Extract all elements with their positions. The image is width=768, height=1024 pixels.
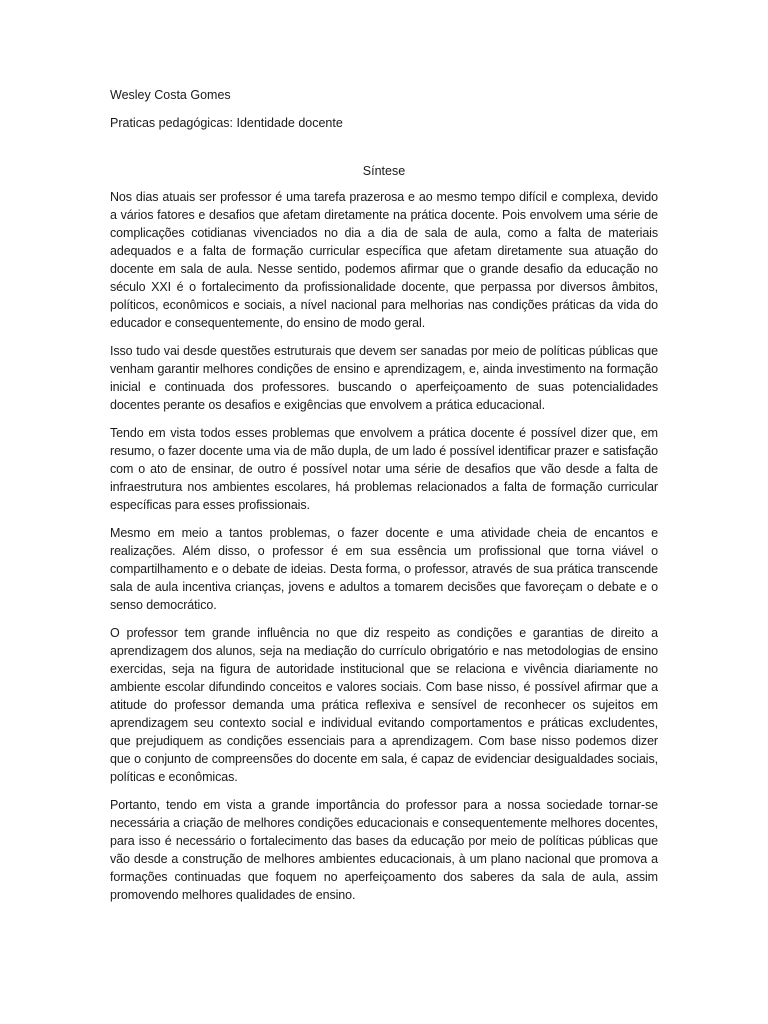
- paragraph-5: O professor tem grande influência no que diz respeito as condições e garantias de direito a aprendizagem dos alunos, seja na mediação do currículo obrigatório e nas metodologias de ensino exercidas, seja na figura de autoridade institucional que se relaciona e vivência diariamente no ambiente escolar difundindo conceitos e valores sociais. Com base nisso, é possível afirmar que a atitude do professor demanda uma prática reflexiva e sensível de reconhecer os sujeitos em aprendizagem seu contexto social e individual evitando comportamentos e práticas excludentes, que prejudiquem as condições essenciais para a aprendizagem. Com base nisso podemos dizer que o conjunto de compreensões do docente em sala, é capaz de evidenciar desigualdades sociais, políticas e econômicas.: [110, 626, 658, 784]
- section-heading: Síntese: [362, 164, 406, 178]
- paragraph-3: Tendo em vista todos esses problemas que envolvem a prática docente é possível dizer que, em resumo, o fazer docente uma via de mão dupla, de um lado é possível identificar prazer e satisfação com o ato de ensinar, de outro é possível notar uma série de desafios que vão desde a falta de infraestrutura nos ambientes escolares, há problemas relacionados a falta de formação curricular específicas para esses profissionais.: [110, 426, 658, 512]
- paragraph-6: Portanto, tendo em vista a grande importância do professor para a nossa sociedade tornar-se necessária a criação de melhores condições educacionais e consequentemente melhores docentes, para isso é necessário o fortalecimento das bases da educação por meio de políticas públicas que vão desde a construção de melhores ambientes educacionais, à um plano nacional que promova a formações continuadas que foquem no aperfeiçoamento dos saberes da sala de aula, assim promovendo melhores qualidades de ensino.: [110, 798, 658, 902]
- document-subtitle: Praticas pedagógicas: Identidade docente: [110, 116, 343, 130]
- paragraph-1: Nos dias atuais ser professor é uma tarefa prazerosa e ao mesmo tempo difícil e complexa, devido a vários fatores e desafios que afetam diretamente na prática docente. Pois envolvem uma série de complicações cotidianas vivenciados no dia a dia de sala de aula, como a falta de materiais adequados e a falta de formação curricular específica que afetam diretamente sua atuação do docente em sala de aula. Nesse sentido, podemos afirmar que o grande desafio da educação no século XXI é o fortalecimento da profissionalidade docente, que perpassa por diversos âmbitos, políticos, econômicos e sociais, a nível nacional para melhorias nas condições práticas da vida do educador e consequentemente, do ensino de modo geral.: [110, 190, 658, 330]
- paragraph-4: Mesmo em meio a tantos problemas, o fazer docente e uma atividade cheia de encantos e realizações. Além disso, o professor é em sua essência um profissional que torna viável o compartilhamento e o debate de ideias. Desta forma, o professor, através de sua prática transcende sala de aula incentiva crianças, jovens e adultos a tomarem decisões que favoreçam o debate e o senso democrático.: [110, 526, 658, 612]
- author-name: Wesley Costa Gomes: [110, 88, 231, 102]
- paragraph-2: Isso tudo vai desde questões estruturais que devem ser sanadas por meio de políticas públicas que venham garantir melhores condições de ensino e aprendizagem, e, ainda investimento na formação inicial e continuada dos professores. buscando o aperfeiçoamento de suas potencialidades docentes perante os desafios e exigências que envolvem a prática educacional.: [110, 344, 658, 412]
- document-page: [110, 86, 658, 914]
